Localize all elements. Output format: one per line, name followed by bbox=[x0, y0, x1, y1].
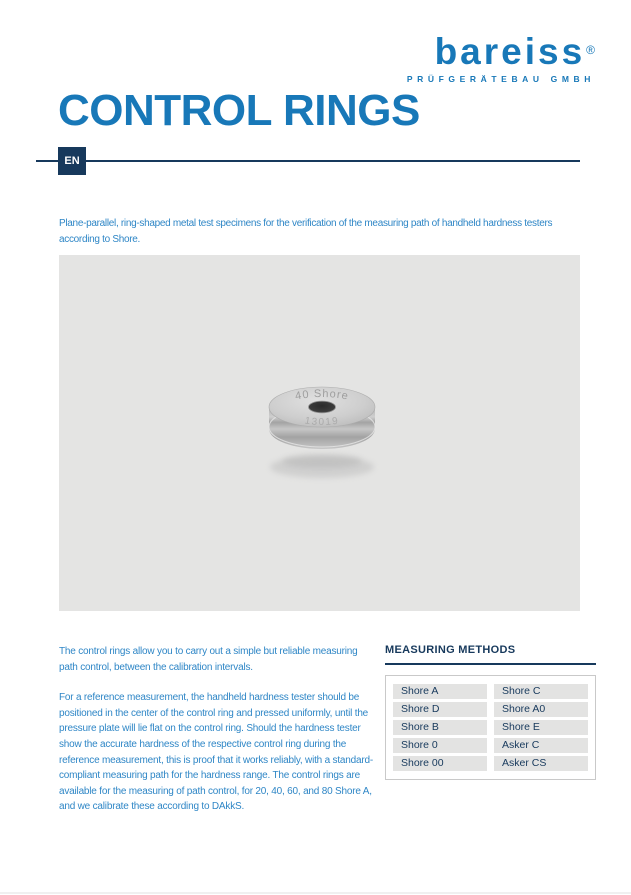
brand-logo bbox=[407, 33, 595, 84]
page-title: CONTROL RINGS bbox=[58, 86, 420, 135]
method-cell: Shore C bbox=[494, 684, 588, 699]
measuring-methods-rule bbox=[385, 663, 596, 665]
method-cell: Shore 00 bbox=[393, 756, 487, 771]
language-badge: EN bbox=[58, 147, 86, 175]
method-cell: Shore D bbox=[393, 702, 487, 717]
control-ring-photo bbox=[247, 377, 397, 487]
method-cell: Shore B bbox=[393, 720, 487, 735]
page-bottom-rule bbox=[0, 892, 631, 894]
ring-engraving-serial: 13019 bbox=[303, 415, 341, 428]
body-paragraph-1: The control rings allow you to carry out a simple but reliable measuring path control, between the calibration intervals. bbox=[59, 646, 358, 673]
method-cell: Shore A bbox=[393, 684, 487, 699]
method-cell: Shore E bbox=[494, 720, 588, 735]
brand-logo-subtitle: PRÜFGERÄTEBAU GMBH bbox=[406, 74, 595, 84]
intro-paragraph: Plane-parallel, ring-shaped metal test specimens for the verification of the measuring path of handheld hardness testers according to Shore. bbox=[59, 218, 553, 245]
brand-logo-text: bareiss bbox=[434, 31, 586, 72]
measuring-methods-panel bbox=[385, 644, 596, 780]
measuring-methods-title: MEASURING METHODS bbox=[385, 644, 516, 656]
body-text-column bbox=[59, 644, 375, 830]
header-divider-rule bbox=[36, 160, 580, 162]
registered-trademark-symbol: ® bbox=[586, 43, 595, 57]
method-cell: Asker C bbox=[494, 738, 588, 753]
ring-engraving-hardness: 40 Shore bbox=[294, 387, 350, 403]
body-paragraph-2: For a reference measurement, the handheld hardness tester should be positioned in the center of the control ring and pressed uniformly, until the pressure plate will lie flat on the control ring. Should the hardness tester show the accurate hardness of the respective control ring during the reference measurement, this is proof that it works reliably, with a standard-compliant measuring path for the hardness range. The control rings are available for the measuring of path control, for 20, 40, 60, and 80 Shore A, and we calibrate these according to DAkkS. bbox=[59, 692, 373, 813]
method-cell: Shore 0 bbox=[393, 738, 487, 753]
measuring-methods-table bbox=[385, 675, 596, 780]
method-cell: Asker CS bbox=[494, 756, 588, 771]
method-cell: Shore A0 bbox=[494, 702, 588, 717]
product-photo-area bbox=[59, 255, 580, 611]
